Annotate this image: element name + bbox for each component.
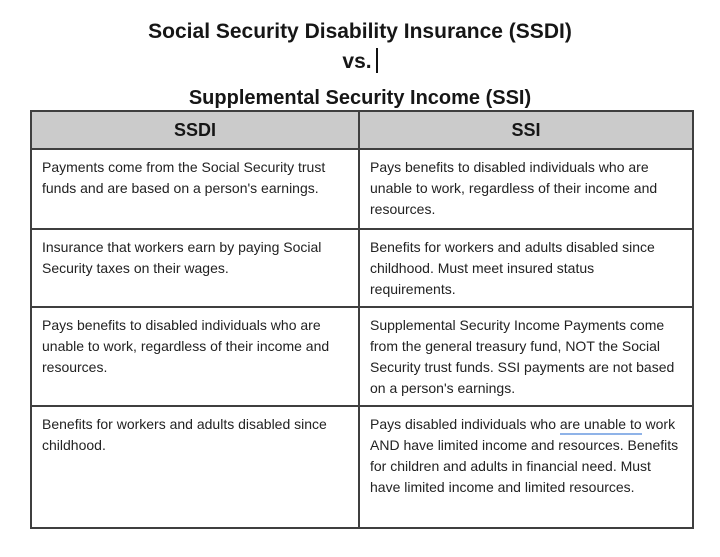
table-row <box>31 229 693 307</box>
cell-ssi-row4 <box>359 406 693 528</box>
cell-ssdi-row4: Benefits for workers and adults disabled since childhood. <box>31 406 359 528</box>
table-row <box>31 149 693 229</box>
ssi-row4-text-before: Pays disabled individuals who <box>370 416 560 432</box>
table-row <box>31 406 693 528</box>
cell-ssi-row3: Supplemental Security Income Payments come from the general treasury fund, NOT the Social Security trust funds. SSI payments are not based on a person's earnings. <box>359 307 693 406</box>
header-cell-ssi: SSI <box>359 111 693 149</box>
cell-ssdi-row1: Payments come from the Social Security trust funds and are based on a person's earnings. <box>31 149 359 229</box>
cell-ssdi-row3: Pays benefits to disabled individuals who are unable to work, regardless of their income and resources. <box>31 307 359 406</box>
cell-ssi-row1: Pays benefits to disabled individuals who are unable to work, regardless of their income and resources. <box>359 149 693 229</box>
document-title-block <box>0 0 720 110</box>
table-row <box>31 307 693 406</box>
text-cursor <box>376 48 378 73</box>
cell-ssdi-row2: Insurance that workers earn by paying Social Security taxes on their wages. <box>31 229 359 307</box>
title-line-vs-wrap <box>0 48 720 75</box>
title-line-ssdi: Social Security Disability Insurance (SSDI) <box>148 20 572 43</box>
cell-ssi-row2: Benefits for workers and adults disabled since childhood. Must meet insured status requirements. <box>359 229 693 307</box>
title-line-vs: vs. <box>342 50 372 73</box>
table-header-row <box>31 111 693 149</box>
suggestion-underlined-text: are unable to <box>560 416 642 435</box>
header-cell-ssdi: SSDI <box>31 111 359 149</box>
ssi-row4-text-after: work AND have limited income and resources. Benefits for children and adults in financial need. Must have limited income and limited resources. <box>370 416 679 495</box>
comparison-table <box>30 110 694 529</box>
title-line-ssi: Supplemental Security Income (SSI) <box>188 87 532 109</box>
